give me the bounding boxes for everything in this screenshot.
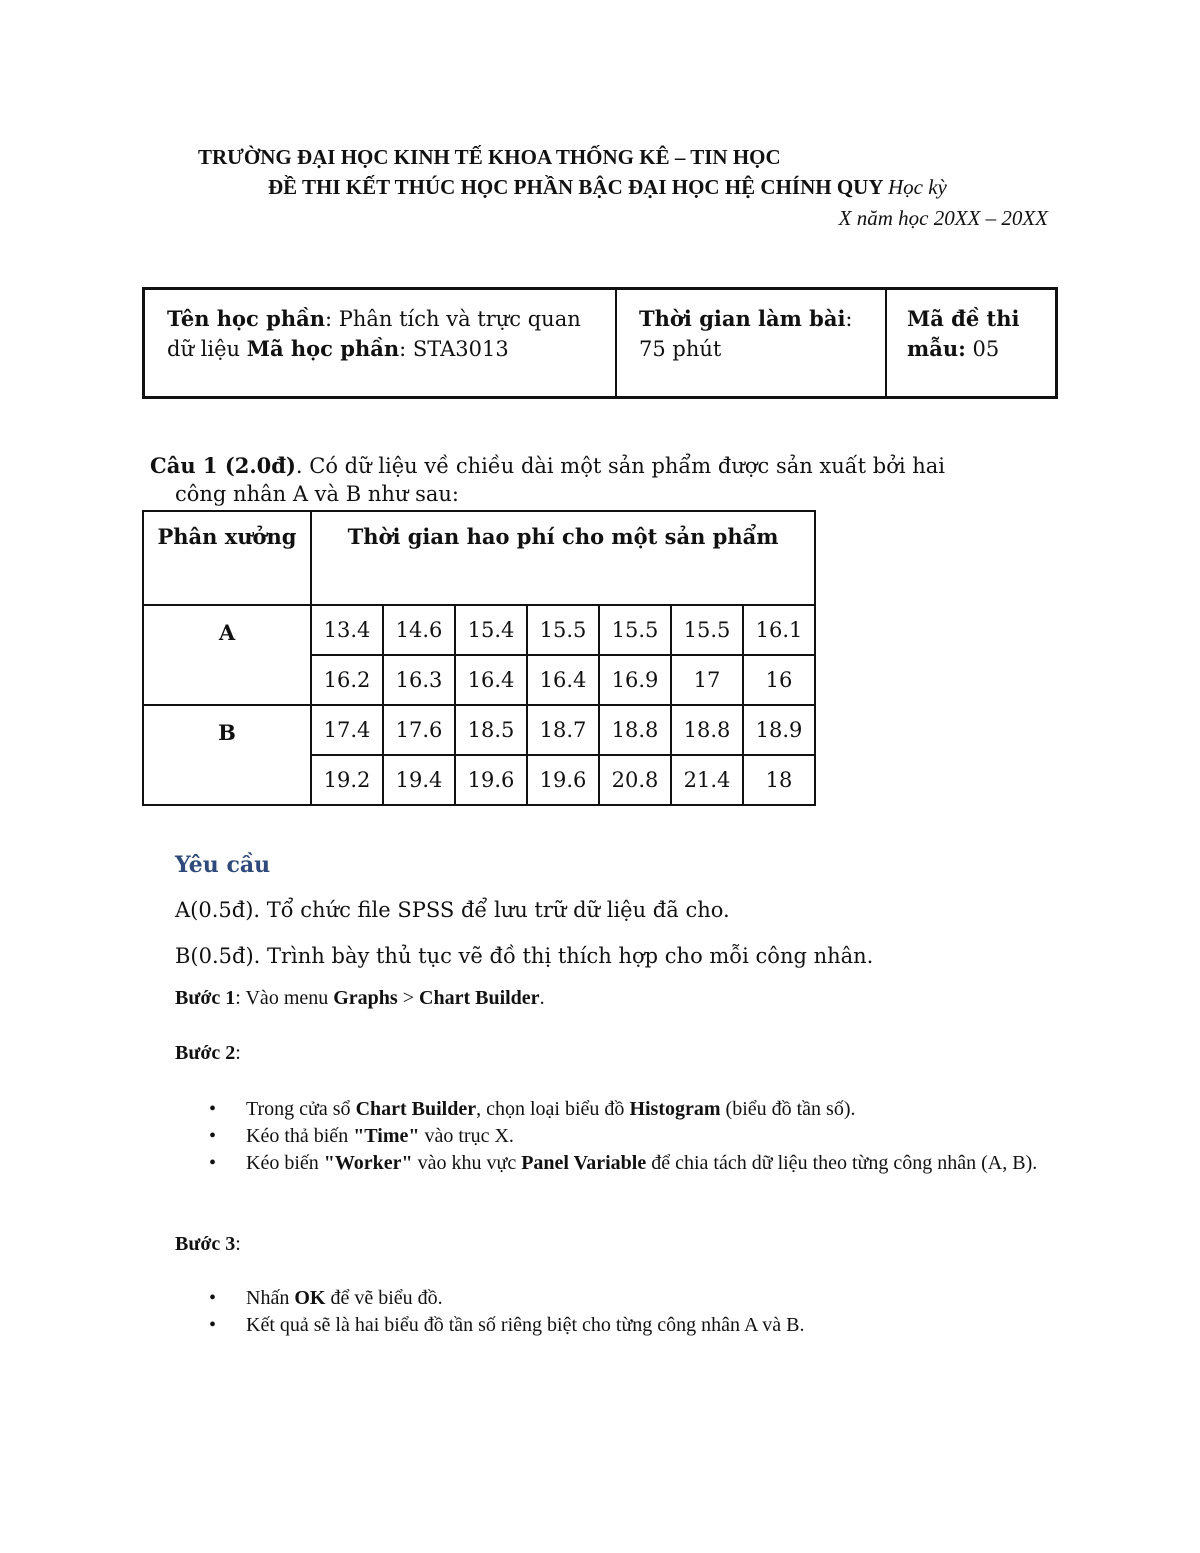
table-cell: 18.8 xyxy=(599,705,671,755)
course-code-value: : STA3013 xyxy=(399,337,509,361)
course-code-label: Mã học phần xyxy=(246,336,400,361)
requirement-b: B(0.5đ). Trình bày thủ tục vẽ đồ thị thích hợp cho mỗi công nhân. xyxy=(175,944,874,968)
list-text: (biểu đồ tần số). xyxy=(720,1098,856,1120)
table-cell: 15.5 xyxy=(671,605,743,655)
step-1 xyxy=(175,987,545,1010)
table-row xyxy=(143,605,815,655)
table-cell: 13.4 xyxy=(311,605,383,655)
group-b: B xyxy=(143,705,311,805)
bullet-icon: • xyxy=(209,1314,217,1336)
step-2 xyxy=(175,1042,241,1065)
table-cell: 17.4 xyxy=(311,705,383,755)
step-1-label: Bước 1 xyxy=(175,987,236,1009)
table-cell: 18.8 xyxy=(671,705,743,755)
table-cell: 15.5 xyxy=(599,605,671,655)
list-text: Kết quả sẽ là hai biểu đồ tần số riêng biệt cho từng công nhân A và B. xyxy=(246,1314,805,1336)
table-cell: 15.5 xyxy=(527,605,599,655)
table-header-row xyxy=(143,511,815,605)
list-item xyxy=(205,1123,1065,1150)
table-cell: 17.6 xyxy=(383,705,455,755)
table-cell: 14.6 xyxy=(383,605,455,655)
table-cell: 18.7 xyxy=(527,705,599,755)
list-bold: OK xyxy=(294,1287,326,1309)
list-item xyxy=(205,1096,1065,1123)
exam-semester-label: Học kỳ xyxy=(887,175,947,199)
course-name-label: Tên học phần xyxy=(167,306,325,331)
question-1-text: . Có dữ liệu về chiều dài một sản phẩm được sản xuất bởi hai xyxy=(295,454,946,478)
exam-title-main: ĐỀ THI KẾT THÚC HỌC PHẦN BẬC ĐẠI HỌC HỆ CHÍNH QUY xyxy=(268,175,883,199)
table-cell: 15.4 xyxy=(455,605,527,655)
school-title: TRƯỜNG ĐẠI HỌC KINH TẾ KHOA THỐNG KÊ – TIN HỌC xyxy=(198,145,781,169)
table-cell: 16.9 xyxy=(599,655,671,705)
table-cell: 18.9 xyxy=(743,705,815,755)
table-cell: 19.4 xyxy=(383,755,455,805)
exam-year: X năm học 20XX – 20XX xyxy=(838,206,1048,230)
table-cell: 16.2 xyxy=(311,655,383,705)
table-cell: 21.4 xyxy=(671,755,743,805)
table-cell: 16.4 xyxy=(455,655,527,705)
table-cell: 16 xyxy=(743,655,815,705)
list-text: , chọn loại biểu đồ xyxy=(476,1098,630,1120)
data-table xyxy=(142,510,816,806)
list-text: Trong cửa sổ xyxy=(246,1098,356,1120)
step-3-label: Bước 3 xyxy=(175,1233,236,1255)
table-cell: 19.6 xyxy=(455,755,527,805)
table-cell: 19.6 xyxy=(527,755,599,805)
table-cell: 16.4 xyxy=(527,655,599,705)
list-item xyxy=(205,1285,1065,1312)
step-1-sep: > xyxy=(397,987,419,1009)
question-1-label: Câu 1 (2.0đ) xyxy=(150,453,296,478)
bullet-icon: • xyxy=(209,1125,217,1147)
exam-code-label: Mã đề thi mẫu: xyxy=(907,306,1020,361)
exam-title xyxy=(268,175,947,200)
exam-code-cell xyxy=(887,290,1055,396)
header-group: Phân xưởng xyxy=(143,511,311,605)
table-cell: 17 xyxy=(671,655,743,705)
time-value: : 75 phút xyxy=(639,307,853,361)
step-1-text: : Vào menu xyxy=(235,987,334,1009)
list-item xyxy=(205,1150,1065,1177)
list-text: để vẽ biểu đồ. xyxy=(325,1287,443,1309)
list-text: Kéo biến xyxy=(246,1152,324,1174)
list-bold: Chart Builder xyxy=(355,1098,477,1120)
list-text: Nhấn xyxy=(246,1287,295,1309)
bullet-icon: • xyxy=(209,1152,217,1174)
list-text: Kéo thả biến xyxy=(246,1125,354,1147)
list-bold: Panel Variable xyxy=(521,1152,647,1174)
list-bold: "Time" xyxy=(353,1125,420,1147)
table-cell: 20.8 xyxy=(599,755,671,805)
requirement-a: A(0.5đ). Tổ chức file SPSS để lưu trữ dữ liệu đã cho. xyxy=(175,898,730,922)
step-3-colon: : xyxy=(235,1233,241,1255)
time-info-cell xyxy=(617,290,887,396)
list-text: vào khu vực xyxy=(412,1152,522,1174)
step-1-end: . xyxy=(539,987,545,1009)
bullet-icon: • xyxy=(209,1287,217,1309)
time-label: Thời gian làm bài xyxy=(639,306,846,331)
list-bold: Histogram xyxy=(629,1098,721,1120)
course-info-cell xyxy=(145,290,617,396)
table-cell: 18 xyxy=(743,755,815,805)
step-1-chart-builder: Chart Builder xyxy=(419,987,540,1009)
list-bold: "Worker" xyxy=(323,1152,413,1174)
step-3 xyxy=(175,1233,241,1256)
header-values: Thời gian hao phí cho một sản phẩm xyxy=(311,511,815,605)
group-a: A xyxy=(143,605,311,705)
bullet-icon: • xyxy=(209,1098,217,1120)
exam-info-box xyxy=(142,287,1058,399)
list-item xyxy=(205,1312,1065,1339)
list-text: vào trục X. xyxy=(419,1125,514,1147)
requirements-heading: Yêu cầu xyxy=(175,852,271,878)
step-2-label: Bước 2 xyxy=(175,1042,236,1064)
course-name-value: : Phân tích và trực quan dữ liệu xyxy=(167,307,581,361)
list-text: để chia tách dữ liệu theo từng công nhân (A, B). xyxy=(646,1152,1038,1174)
table-cell: 16.1 xyxy=(743,605,815,655)
step-1-graphs: Graphs xyxy=(333,987,398,1009)
table-cell: 19.2 xyxy=(311,755,383,805)
step-2-list xyxy=(205,1096,1065,1177)
table-row xyxy=(143,705,815,755)
question-1 xyxy=(150,452,1000,508)
exam-code-value: 05 xyxy=(965,337,1000,361)
step-3-list xyxy=(205,1285,1065,1339)
table-cell: 16.3 xyxy=(383,655,455,705)
table-cell: 18.5 xyxy=(455,705,527,755)
question-1-text-cont: công nhân A và B như sau: xyxy=(175,482,459,506)
step-2-colon: : xyxy=(235,1042,241,1064)
